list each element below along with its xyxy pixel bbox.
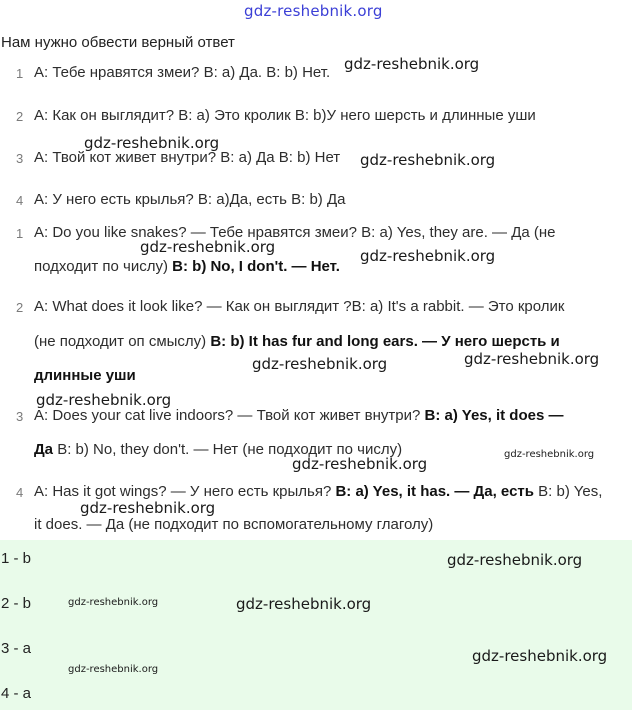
explanation-line — [34, 483, 602, 500]
explanation-text: A: Has it got wings? — У него есть крылья? — [34, 483, 336, 500]
watermark: gdz-reshebnik.org — [344, 55, 480, 73]
watermark: gdz-reshebnik.org — [140, 238, 276, 256]
explanation-number: 3 — [16, 409, 24, 424]
answer-item: 1 - b — [1, 550, 32, 567]
watermark: gdz-reshebnik.org — [68, 597, 159, 608]
explanation-text: B: b) No, they don't. — Нет (не подходит по числу) — [53, 441, 403, 458]
correct-answer-text: длинные уши — [34, 367, 136, 384]
explanation-text: (не подходит оп смыслу) — [34, 333, 211, 350]
answer-item: 2 - b — [1, 595, 32, 612]
watermark: gdz-reshebnik.org — [447, 551, 583, 569]
short-item: A: Твой кот живет внутри? B: a) Да B: b) Нет — [34, 149, 341, 166]
watermark-top: gdz-reshebnik.org — [244, 2, 383, 20]
explanation-text: B: b) Yes, — [533, 483, 603, 500]
item-number: 4 — [16, 193, 24, 208]
explanation-line — [34, 407, 563, 424]
answer-item: 3 - a — [1, 640, 32, 657]
item-number: 1 — [16, 66, 24, 81]
item-number: 3 — [16, 151, 24, 166]
watermark: gdz-reshebnik.org — [360, 151, 496, 169]
watermark: gdz-reshebnik.org — [68, 664, 159, 675]
watermark: gdz-reshebnik.org — [80, 499, 216, 517]
correct-answer-text: B: b) No, I don't. — Нет. — [172, 258, 340, 275]
explanation-line: A: Do you like snakes? — Тебе нравятся змеи? B: a) Yes, they are. — Да (не — [34, 224, 556, 241]
intro-text: Нам нужно обвести верный ответ — [1, 34, 235, 51]
short-item: A: Как он выглядит? B: a) Это кролик B: b)У него шерсть и длинные уши — [34, 107, 536, 124]
explanation-line — [34, 333, 560, 350]
correct-answer-text: Да — [34, 441, 54, 458]
watermark: gdz-reshebnik.org — [472, 647, 608, 665]
explanation-line — [34, 258, 340, 275]
explanation-text: подходит по числу) — [34, 258, 173, 275]
explanation-number: 1 — [16, 226, 24, 241]
watermark: gdz-reshebnik.org — [252, 355, 388, 373]
explanation-line: it does. — Да (не подходит по вспомогательному глаголу) — [34, 516, 434, 533]
watermark: gdz-reshebnik.org — [36, 391, 172, 409]
correct-answer-text: B: a) Yes, it has. — Да, есть — [335, 483, 534, 500]
explanation-number: 4 — [16, 485, 24, 500]
correct-answer-text: B: a) Yes, it does — — [424, 407, 564, 424]
watermark: gdz-reshebnik.org — [464, 350, 600, 368]
watermark: gdz-reshebnik.org — [504, 449, 595, 460]
watermark: gdz-reshebnik.org — [292, 455, 428, 473]
explanation-number: 2 — [16, 300, 24, 315]
watermark: gdz-reshebnik.org — [84, 134, 220, 152]
watermark: gdz-reshebnik.org — [360, 247, 496, 265]
watermark: gdz-reshebnik.org — [236, 595, 372, 613]
item-number: 2 — [16, 109, 24, 124]
short-item: A: Тебе нравятся змеи? B: a) Да. B: b) Нет. — [34, 64, 331, 81]
explanation-line — [34, 367, 136, 384]
explanation-text: A: Does your cat live indoors? — Твой кот живет внутри? — [34, 407, 425, 424]
correct-answer-text: B: b) It has fur and long ears. — У него шерсть и — [210, 333, 560, 350]
explanation-line: A: What does it look like? — Как он выглядит ?B: a) It's a rabbit. — Это кролик — [34, 298, 565, 315]
short-item: A: У него есть крылья? B: a)Да, есть B: b) Да — [34, 191, 346, 208]
answer-item: 4 - a — [1, 685, 32, 702]
